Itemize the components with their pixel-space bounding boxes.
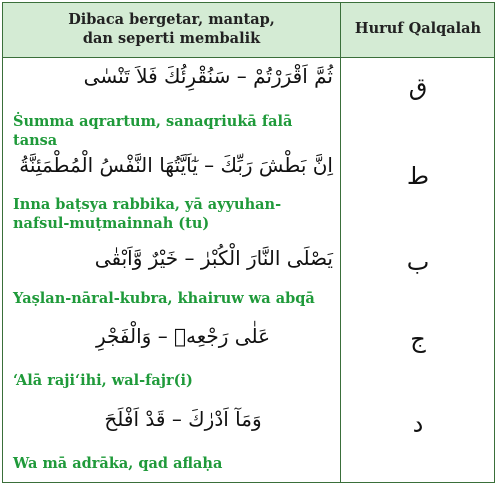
arabic-example-qaf: ثُمَّ اَقْرَرْتُمْ – سَنُقْرِئُكَ فَلاَ تَنْسٰى: [83, 64, 333, 88]
letter-qaf: ق: [408, 73, 428, 101]
letter-ba: ب: [406, 248, 430, 276]
transliteration-jim: ‘Alā raji‘ihi, wal-fajr(i): [13, 372, 193, 389]
transliteration-qaf: Ṡumma aqrartum, sanaqriukā falā tansa: [13, 113, 293, 149]
arabic-example-ba: يَصْلَى النَّارَ الْكُبْرٰ – خَيْرٌ وَّاَبْقٰى: [94, 246, 333, 270]
letter-tha: ط: [406, 162, 430, 190]
letter-dal: د: [412, 410, 424, 438]
transliteration-tha: Inna baṭsya rabbika, yā ayyuhan-nafsul-muṭmainnah (tu): [13, 196, 282, 232]
arabic-example-tha: اِنَّ بَطْشَ رَبِّكَ – يٰٓاَيَّتُهَا النَّفْسُ الْمُطْمَئِنَّةُ: [19, 153, 333, 177]
transliteration-dal: Wa mā adrāka, qad aflaḥa: [13, 455, 223, 472]
header-letter-column: Huruf Qalqalah: [354, 20, 482, 37]
arabic-example-dal: وَمَآ اَدْرٰكَ – قَدْ اَفْلَحَ: [104, 407, 262, 431]
table-header: [3, 3, 494, 58]
transliteration-ba: Yaṣlan-nāral-kubra, khairuw wa abqā: [13, 290, 315, 307]
column-divider: [340, 3, 341, 482]
header-description-line2: dan seperti membalik: [82, 30, 261, 47]
header-description: [3, 10, 340, 48]
letter-jim: ج: [410, 325, 426, 353]
qalqalah-table: [2, 2, 495, 483]
arabic-example-jim: عَلٰى رَجْعِهٖ – وَالْفَجْرِ: [95, 324, 271, 348]
header-description-line1: Dibaca bergetar, mantap,: [68, 11, 275, 28]
